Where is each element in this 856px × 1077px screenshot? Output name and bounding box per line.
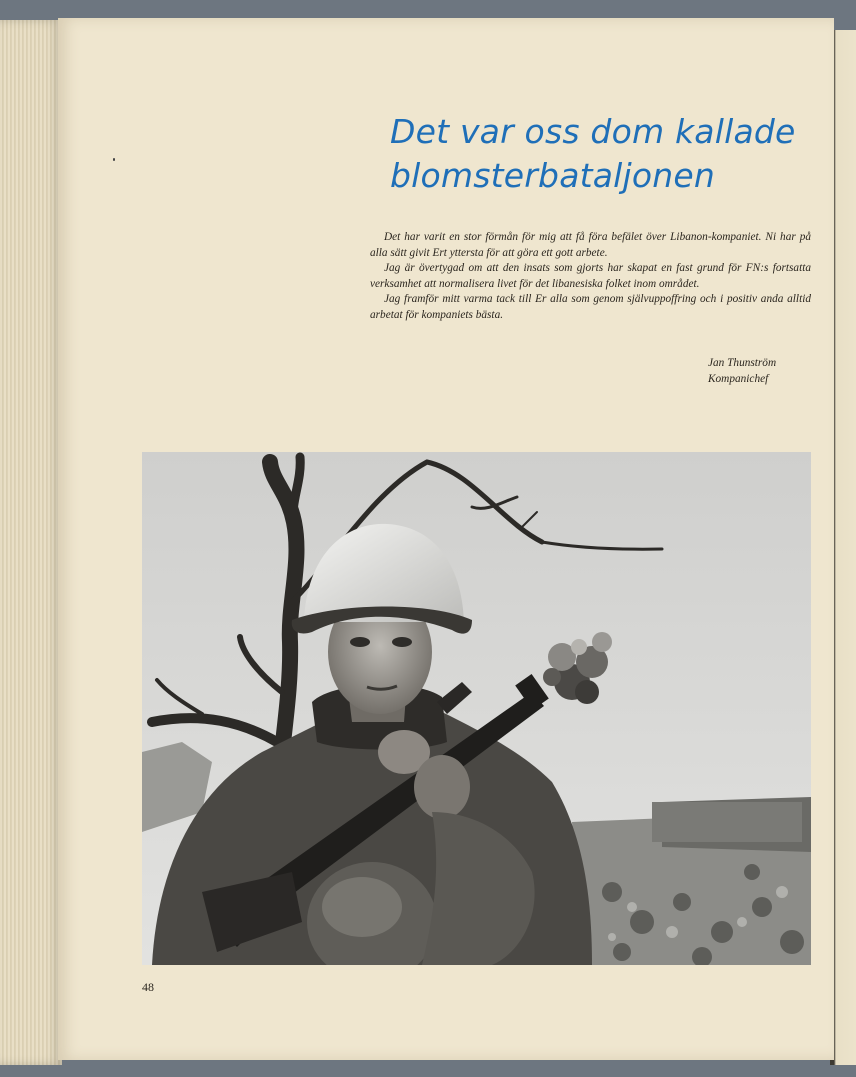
signature-name: Jan Thunström — [708, 357, 777, 369]
book-page-edges-left — [0, 20, 62, 1065]
signature-block — [708, 356, 813, 387]
signature-role: Kompanichef — [708, 372, 769, 385]
book-page — [58, 18, 834, 1060]
article-title-line-2: blomsterbataljonen — [390, 156, 716, 195]
commander-message — [370, 230, 811, 324]
message-paragraph: Det har varit en stor förmån för mig att få föra befälet över Libanon-kompaniet. Ni har på alla sätt givit Ert yttersta för att göra ett gott arbete. — [370, 231, 811, 259]
paper-speck — [113, 158, 115, 161]
soldier-with-flower-photo — [142, 452, 811, 965]
message-paragraph: Jag framför mitt varma tack till Er alla som genom självuppoffring och i positiv anda alltid arbetat för kompaniets bästa. — [370, 293, 811, 321]
article-title-line-1: Det var oss dom kallade — [390, 112, 796, 151]
article-title — [390, 110, 820, 198]
message-paragraph: Jag är övertygad om att den insats som gjorts har skapat en fast grund för FN:s fortsatta verksamhet att normalisera livet för det libanesiska folket inom området. — [370, 262, 811, 290]
page-number: 48 — [142, 980, 154, 994]
